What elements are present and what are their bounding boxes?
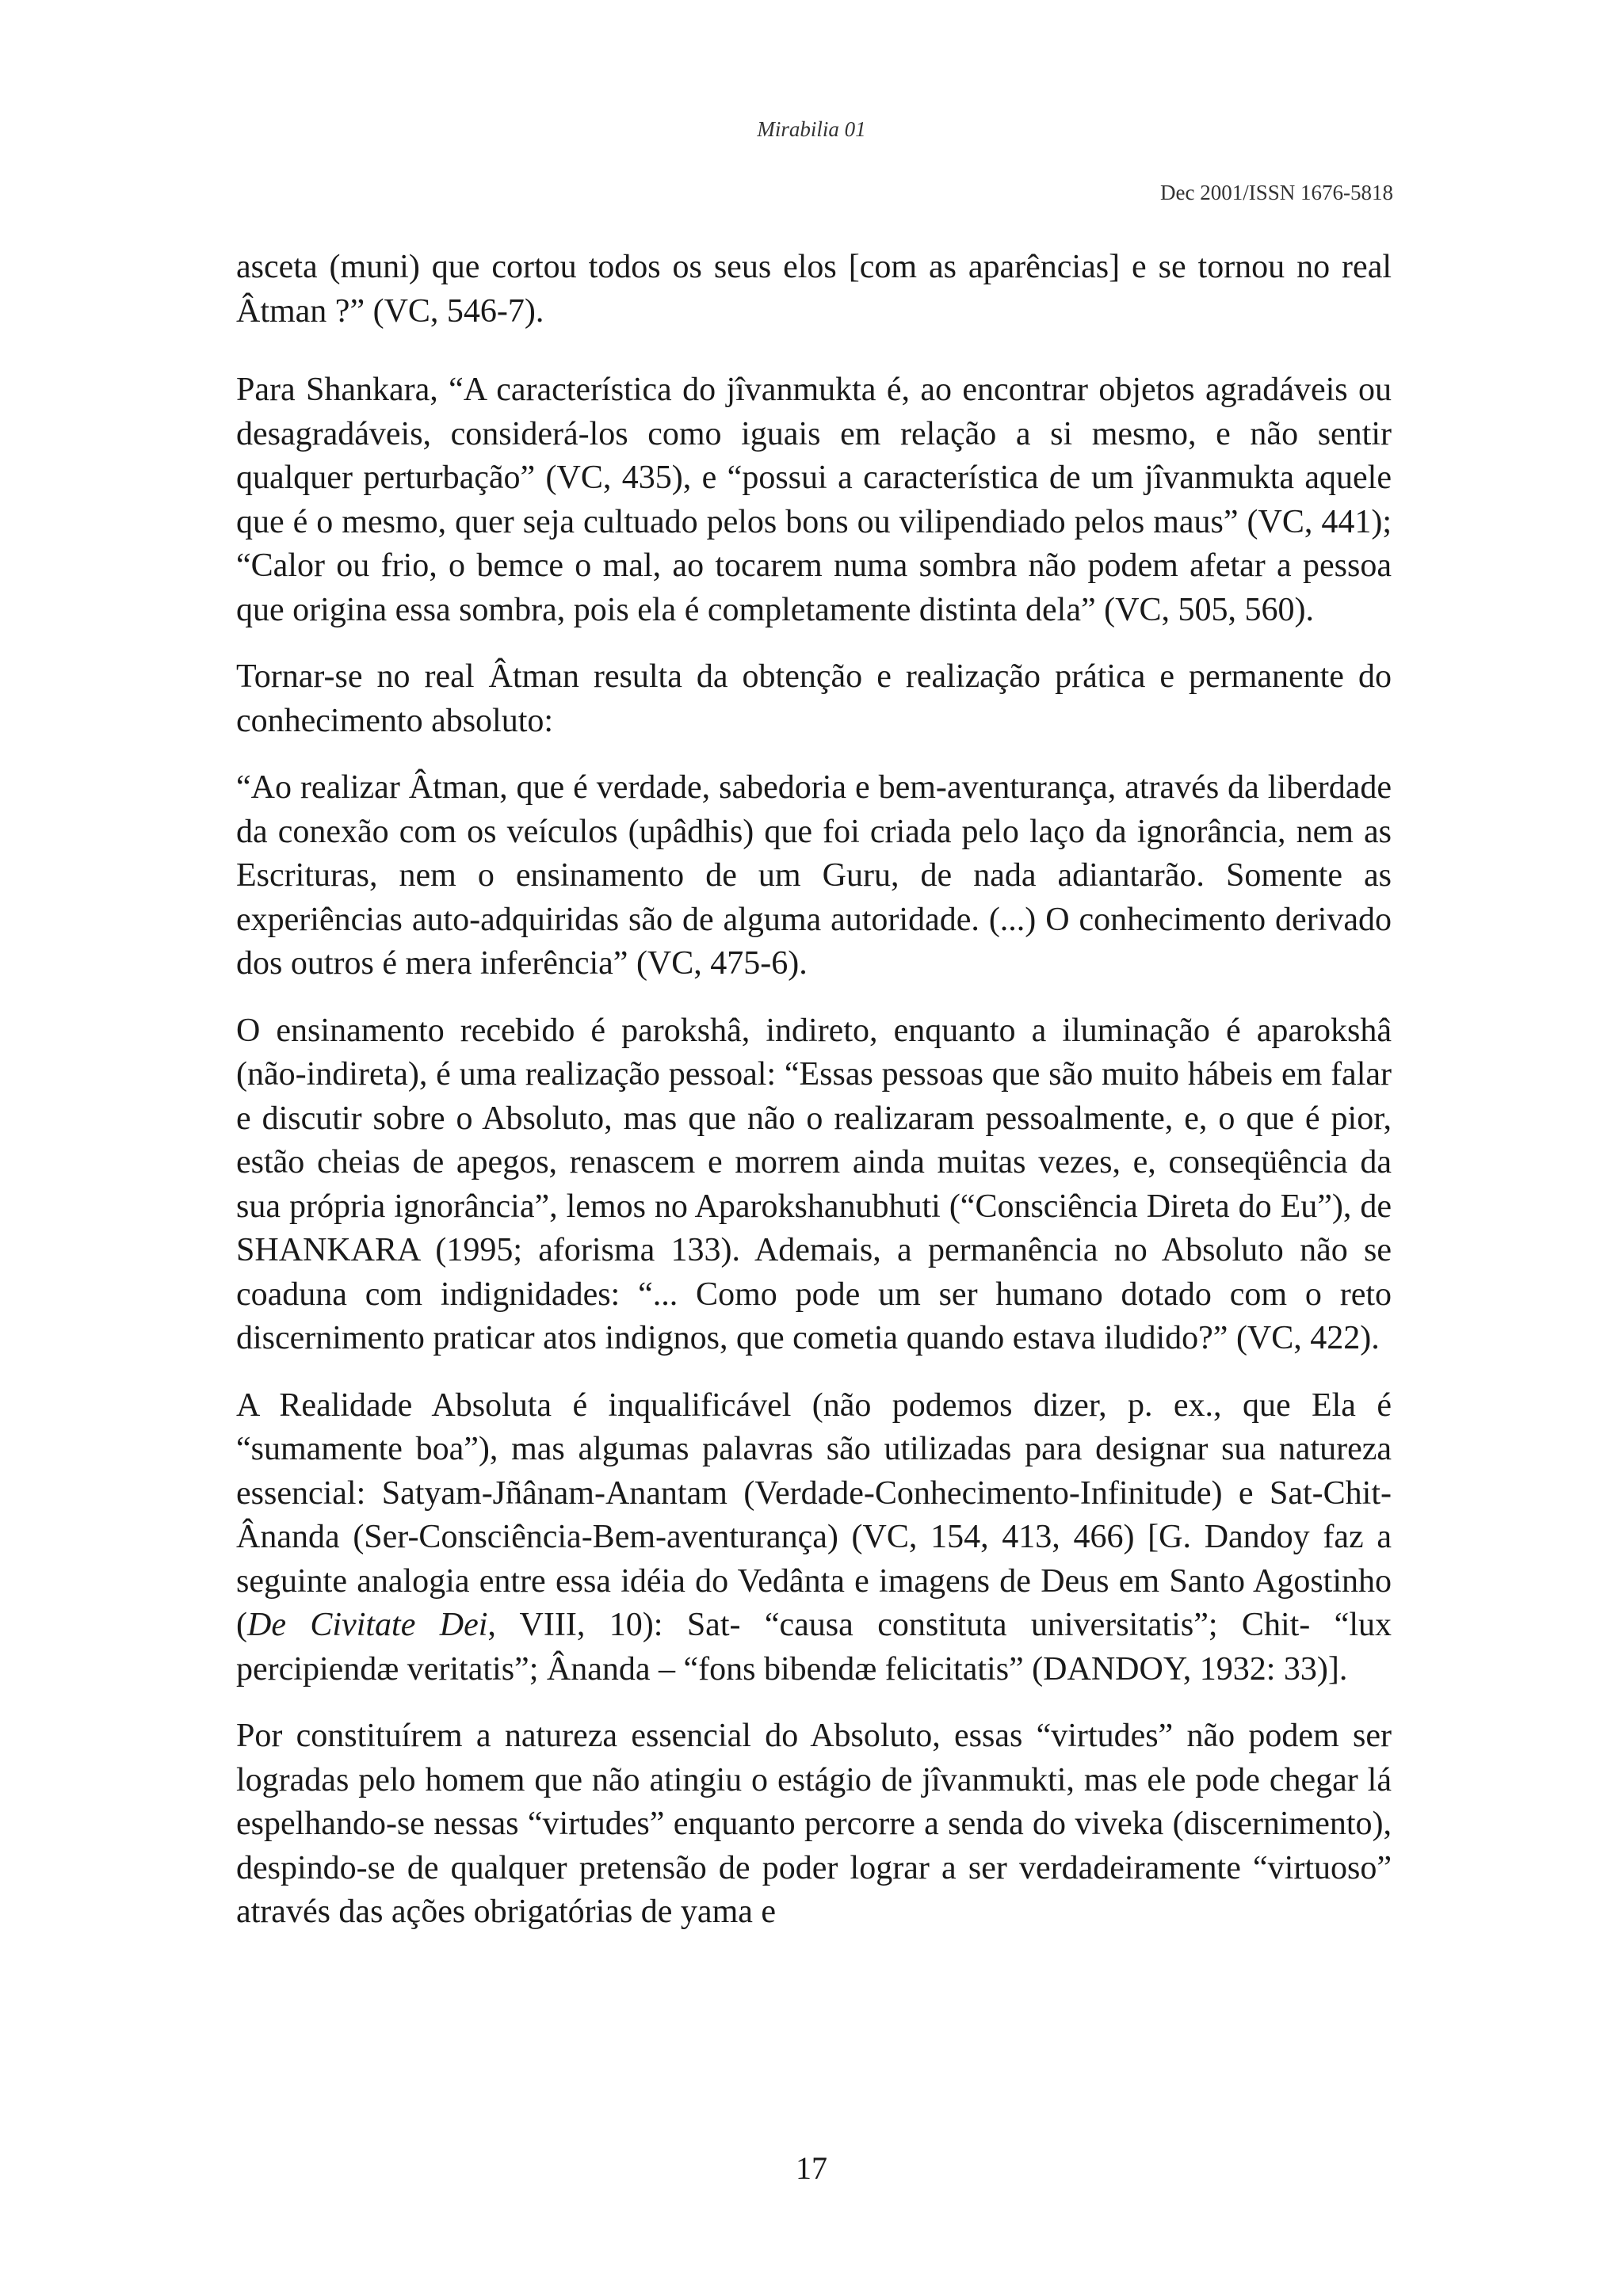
paragraph-5: O ensinamento recebido é parokshâ, indireto, enquanto a iluminação é aparokshâ (não-indireta), é uma realização pessoal: “Essas pessoas que são muito hábeis em falar e discutir sobre o Absoluto, mas que não o realizaram pessoalmente, e, o que é pior, estão cheias de apegos, renascem e morrem ainda muitas vezes, e, conseqüência da sua própria ignorância”, lemos no Aparokshanubhuti (“Consciência Direta do Eu”), de SHANKARA (1995; aforisma 133). Ademais, a permanência no Absoluto não se coaduna com indignidades: “... Como pode um ser humano dotado com o reto discernimento praticar atos indignos, que cometia quando estava iludido?” (VC, 422).	[236, 1012, 1392, 1356]
running-head: Mirabilia 01	[757, 117, 866, 141]
quotation-paragraph: “Ao realizar Âtman, que é verdade, sabedoria e bem-aventurança, através da liberdade da conexão com os veículos (upâdhis) que foi criada pelo laço da ignorância, nem as Escrituras, nem o ensinamento de um Guru, de nada adiantarão. Somente as experiências auto-adquiridas são de alguma autoridade. (...) O conhecimento derivado dos outros é mera inferência” (VC, 475-6).	[236, 769, 1392, 982]
book-title-italic: De Civitate Dei	[247, 1607, 488, 1643]
page-number: 17	[796, 2150, 827, 2186]
issue-line: Dec 2001/ISSN 1676-5818	[1160, 181, 1393, 204]
paragraph-2: Para Shankara, “A característica do jîvanmukta é, ao encontrar objetos agradáveis ou desagradáveis, considerá-los como iguais em relação a si mesmo, e não sentir qualquer perturbação” (VC, 435), e “possui a característica de um jîvanmukta aquele que é o mesmo, quer seja cultuado pelos bons ou vilipendiado pelos maus” (VC, 441); “Calor ou frio, o bemce o mal, ao tocarem numa sombra não podem afetar a pessoa que origina essa sombra, pois ela é completamente distinta dela” (VC, 505, 560).	[236, 372, 1392, 628]
paragraph-7: Por constituírem a natureza essencial do Absoluto, essas “virtudes” não podem ser logradas pelo homem que não atingiu o estágio de jîvanmukti, mas ele pode chegar lá espelhando-se nessas “virtudes” enquanto percorre a senda do viveka (discernimento), despindo-se de qualquer pretensão de poder lograr a ser verdadeiramente “virtuoso” através das ações obrigatórias de yama e	[236, 1718, 1392, 1930]
paragraph-3: Tornar-se no real Âtman resulta da obtenção e realização prática e permanente do conhecimento absoluto:	[236, 658, 1392, 739]
paragraph-1: asceta (muni) que cortou todos os seus elos [com as aparências] e se tornou no real Âtman ?” (VC, 546-7).	[236, 249, 1392, 330]
paragraph-6	[236, 1384, 1392, 1692]
paragraph-6-text-after: , VIII, 10): Sat- “causa constituta universitatis”; Chit- “lux percipiendæ veritatis”; Ânanda – “fons bibendæ felicitatis” (DANDOY, 1932: 33)].	[236, 1607, 1392, 1688]
body-text	[236, 246, 1392, 1958]
paragraph-6-text-before: A Realidade Absoluta é inqualificável (não podemos dizer, p. ex., que Ela é “sumamente boa”), mas algumas palavras são utilizadas para designar sua natureza essencial: Satyam-Jñânam-Anantam (Verdade-Conhecimento-Infinitude) e Sat-Chit-Ânanda (Ser-Consciência-Bem-aventurança) (VC, 154, 413, 466) [G. Dandoy faz a seguinte analogia entre essa idéia do Vedânta e imagens de Deus em Santo Agostinho (	[236, 1386, 1392, 1643]
